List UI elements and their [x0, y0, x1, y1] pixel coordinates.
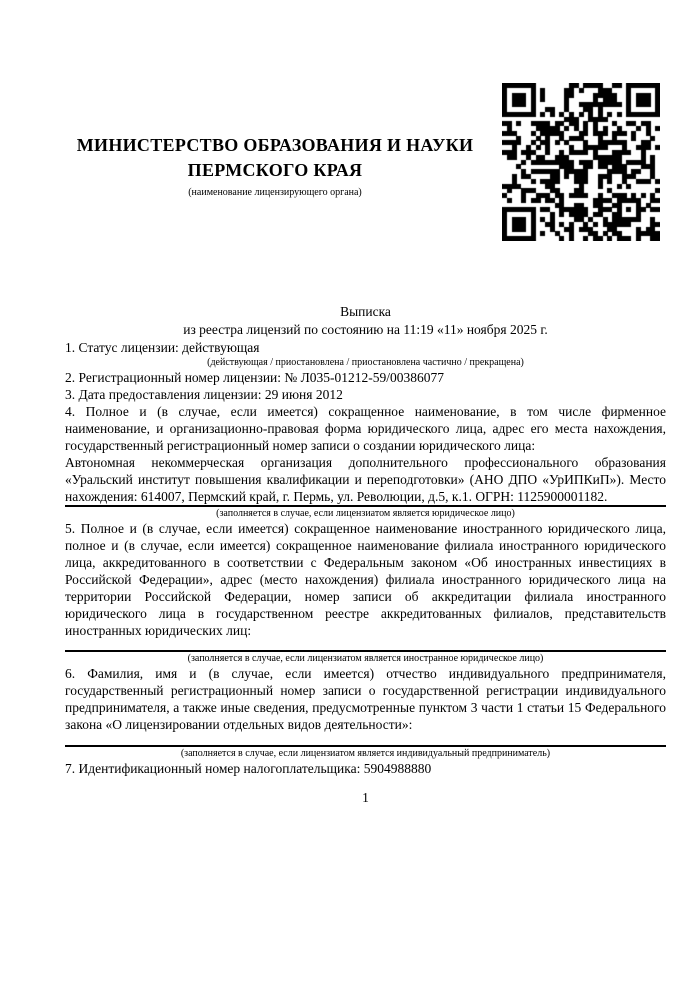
licensing-authority-header — [60, 133, 490, 198]
field-foreign-entity-note: (заполняется в случае, если лицензиатом является иностранное юридическое лицо) — [187, 653, 544, 664]
field-license-status: 1. Статус лицензии: действующая — [65, 340, 260, 355]
ministry-name-line2: ПЕРМСКОГО КРАЯ — [187, 160, 363, 180]
document-title-block — [65, 303, 666, 339]
field-license-grant-date: 3. Дата предоставления лицензии: 29 июня 2012 — [65, 387, 343, 402]
document-title: Выписка — [340, 304, 391, 319]
field-foreign-entity-question: 5. Полное и (в случае, если имеется) сокращенное наименование иностранного юридического лица, полное и (в случае, если имеется) сокращенное наименование филиала иностранного юридического лица, аккредитованного в соответствии с Федеральным законом «Об иностранных инвестициях в Российской Федерации», адрес (место нахождения) филиала иностранного юридического лица на территории Российской Федерации, номер записи об аккредитации филиала иностранного юридического лица в государственном реестре аккредитованных филиалов, представительств иностранных юридических лиц: — [65, 521, 666, 638]
field-taxpayer-id: 7. Идентификационный номер налогоплательщика: 5904988880 — [65, 761, 432, 776]
page-number: 1 — [362, 790, 369, 805]
field-registration-number: 2. Регистрационный номер лицензии: № Л035-01212-59/00386077 — [65, 370, 445, 385]
document-subtitle: из реестра лицензий по состоянию на 11:19 «11» ноября 2025 г. — [183, 322, 548, 337]
field-entrepreneur-question: 6. Фамилия, имя и (в случае, если имеется) отчество индивидуального предпринимателя, государственный регистрационный номер записи о государственной регистрации индивидуального предпринимателя, а также иные сведения, предусмотренные пунктом 3 части 1 статьи 15 Федерального закона «О лицензировании отдельных видов деятельности»: — [65, 666, 666, 732]
field-legal-entity-answer: Автономная некоммерческая организация дополнительного профессионального образования «Уральский институт повышения квалификации и переподготовки» (АНО ДПО «УрИПКиП»). Место нахождения: 614007, Пермский край, г. Пермь, ул. Революции, д.5, к.1. ОГРН: 1125900001182. — [65, 455, 666, 504]
ministry-name-line1: МИНИСТЕРСТВО ОБРАЗОВАНИЯ И НАУКИ — [76, 135, 474, 155]
qr-code-image — [502, 83, 660, 241]
field-legal-entity-note: (заполняется в случае, если лицензиатом является юридическое лицо) — [216, 508, 515, 519]
document-body — [65, 303, 666, 806]
field-entrepreneur-note: (заполняется в случае, если лицензиатом является индивидуальный предприниматель) — [180, 748, 551, 759]
field-legal-entity-question: 4. Полное и (в случае, если имеется) сокращенное наименование, в том числе фирменное наименование, и организационно-правовая форма юридического лица, адрес его места нахождения, государственный регистрационный номер записи о создании юридического лица: — [65, 404, 666, 453]
field-license-status-options-note: (действующая / приостановлена / приостановлена частично / прекращена) — [207, 357, 524, 368]
ministry-name-caption: (наименование лицензирующего органа) — [188, 187, 362, 198]
